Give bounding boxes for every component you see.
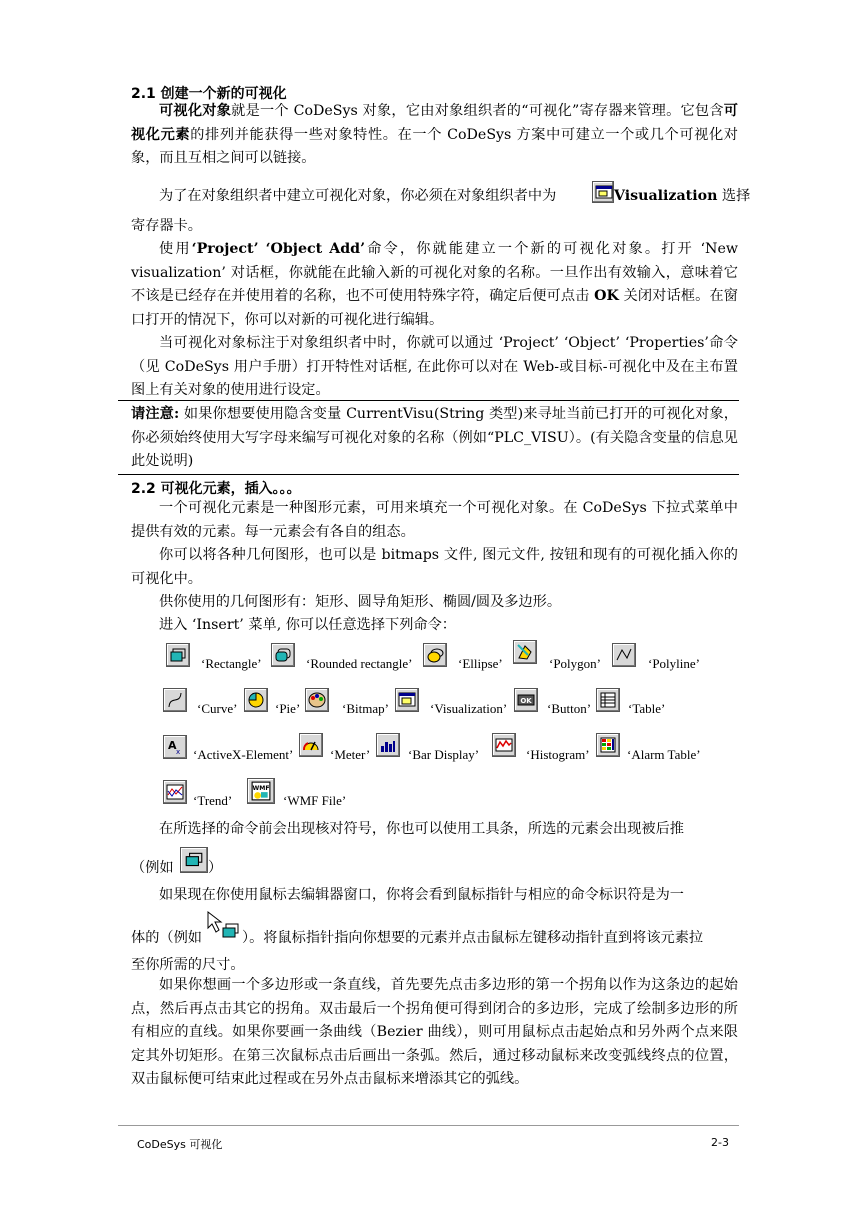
visualization-icon[interactable] [395,688,419,712]
button-icon[interactable] [514,688,538,712]
paragraph-create-in-organizer-end [614,185,750,205]
term-visualization-element: 可视化元素 [131,103,738,143]
paragraph-object-add [131,238,738,332]
ok-label: OK [594,288,619,304]
command-wmf-file[interactable]: ‘WMF File’ [283,793,347,808]
footer-rule [118,1125,739,1126]
paragraph-text: 选择 [717,188,751,204]
command-pie[interactable]: ‘Pie’ [275,701,301,716]
paragraph-text: 使用 [159,241,192,257]
alarm-table-icon[interactable] [596,733,620,757]
histogram-icon[interactable] [492,733,516,757]
svg-text:OK: OK [520,697,532,705]
command-object-add: ‘Project’ ‘Object Add’ [191,241,366,257]
paragraph-element-definition: 一个可视化元素是一种图形元素，可用来填充一个可视化对象。在 CoDeSys 下拉式菜单中提供有效的元素。每一元素会有各自的组态。 [131,500,738,540]
command-table[interactable]: ‘Table’ [628,701,666,716]
bitmap-icon[interactable] [305,688,329,712]
section-heading-2-1: 2.1 创建一个新的可视化 [131,86,287,102]
rounded-rectangle-icon[interactable] [271,643,295,667]
paragraph-text: 关闭对话框。在窗口打开的情况下，你可以对新的可视化进行编辑。 [131,288,738,328]
command-polyline[interactable]: ‘Polyline’ [648,656,700,671]
paragraph-text: 的排列并能获得一些对象特性。在一个 CoDeSys 方案中可建立一个或几个可视化对象，而且互相之间可以链接。 [131,126,738,166]
command-visualization[interactable]: ‘Visualization’ [430,701,508,716]
command-polygon[interactable]: ‘Polygon’ [549,656,601,671]
command-histogram[interactable]: ‘Histogram’ [526,747,590,762]
activex-icon[interactable] [163,735,187,759]
note-bottom-rule [118,474,739,475]
term-visualization-object: 可视化对象 [159,103,232,119]
svg-text:WMF: WMF [252,784,270,792]
command-curve[interactable]: ‘Curve’ [197,701,238,716]
command-alarm-table[interactable]: ‘Alarm Table’ [627,747,701,762]
paragraph-register-card: 寄存器卡。 [131,218,202,234]
command-activex-element[interactable]: ‘ActiveX-Element’ [193,747,294,762]
svg-text:A: A [168,739,177,752]
command-trend[interactable]: ‘Trend’ [193,793,233,808]
section-heading-2-2: 2.2 可视化元素，插入。。。 [131,481,301,497]
paragraph-geometry-list: 供你使用的几何图形有：矩形、圆导角矩形、椭圆/圆及多边形。 [159,594,562,610]
ellipse-icon[interactable] [423,643,447,667]
command-rounded-rectangle[interactable]: ‘Rounded rectangle’ [306,656,413,671]
paragraph-text: 为了在对象组织者中建立可视化对象，你必须在对象组织者中为 [159,188,557,204]
paragraph-visualization-object [131,100,738,171]
paragraph-mouse-pointer-end: 至你所需的尺寸。 [131,957,245,973]
visualization-label: Visualization [614,188,718,204]
paragraph-mouse-pointer-cont: ）。将鼠标指针指向你想要的元素并点击鼠标左键移动指针直到将该元素拉 [242,930,704,946]
command-meter[interactable]: ‘Meter’ [330,747,371,762]
polyline-icon[interactable] [612,643,636,667]
trend-icon[interactable] [163,780,187,804]
meter-icon[interactable] [299,733,323,757]
paragraph-toolbar-hint: 在所选择的命令前会出现核对符号，你也可以使用工具条，所选的元素会出现被后推 [159,821,684,837]
command-bitmap[interactable]: ‘Bitmap’ [342,701,389,716]
footer-title: CoDeSys 可视化 [137,1138,223,1151]
bar-display-icon[interactable] [376,733,400,757]
visualization-icon [592,181,614,203]
paragraph-polygon-curve: 如果你想画一个多边形或一条直线，首先要先点击多边形的第一个拐角以作为这条边的起始点，然后再点击其它的拐角。双击最后一个拐角便可得到闭合的多边形，完成了绘制多边形的所有相应的直线。如果你要画一条曲线（Bezier 曲线），则可用鼠标点击起始点和另外两个点来限定其外切矩形。在第三次鼠标点击后画出一条弧。然后，通过移动鼠标来改变弧线终点的位置，双击鼠标便可结束此过程或在另外点击鼠标来增添其它的弧线。 [131,977,738,1087]
command-ellipse[interactable]: ‘Ellipse’ [458,656,503,671]
paragraph-properties: 当可视化对象标注于对象组织者中时，你就可以通过 ‘Project’ ‘Object’ ‘Properties’命令（见 CoDeSys 用户手册）打开特性对话框, 在此你可以对在 Web-或目标-可视化中及在主布置图上有关对象的使用进行设定。 [131,335,738,398]
polygon-icon[interactable] [513,640,537,664]
paragraph-text: 就是一个 CoDeSys 对象，它由对象组织者的“可视化”寄存器来管理。它包含 [231,103,724,119]
command-rectangle[interactable]: ‘Rectangle’ [201,656,262,671]
paragraph-mouse-pointer: 如果现在你使用鼠标去编辑器窗口，你将会看到鼠标指针与相应的命令标识符是为一 [159,887,684,903]
pie-icon[interactable] [244,688,268,712]
page-number: 2-3 [711,1136,729,1149]
table-icon[interactable] [596,688,620,712]
example-open: （例如 [131,860,174,876]
wmf-file-icon[interactable] [247,778,275,804]
command-bar-display[interactable]: ‘Bar Display’ [408,747,480,762]
command-button[interactable]: ‘Button’ [547,701,592,716]
note-text: 如果你想要使用隐含变量 CurrentVisu(String 类型)来寻址当前已打开的可视化对象，你必须始终使用大写字母来编写可视化对象的名称（例如“PLC_VISU）。(有关隐含变量的信息见此处说明) [131,406,738,469]
svg-text:x: x [176,748,181,756]
curve-icon[interactable] [163,688,187,712]
paragraph-text: 命令，你就能建立一个新的可视化对象。打开 ‘New visualization’ 对话框，你就能在此输入新的可视化对象的名称。一旦作出有效输入，意味着它不该是已经存在并使用着的名称，也不可使用特殊字符，确定后便可点击 [131,241,738,304]
cursor-rectangle-icon [206,910,242,942]
rectangle-icon [180,847,208,873]
note-label: 请注意: [131,406,180,422]
rectangle-icon[interactable] [166,643,190,667]
example-open-2: 体的（例如 [131,930,202,946]
example-close: ） [208,860,223,876]
note-box [131,403,738,474]
note-top-rule [118,400,739,401]
paragraph-insert-menu: 进入 ‘Insert’ 菜单, 你可以任意选择下列命令： [159,617,456,633]
paragraph-insert-shapes: 你可以将各种几何图形，也可以是 bitmaps 文件, 图元文件, 按钮和现有的可视化插入你的可视化中。 [131,547,738,587]
